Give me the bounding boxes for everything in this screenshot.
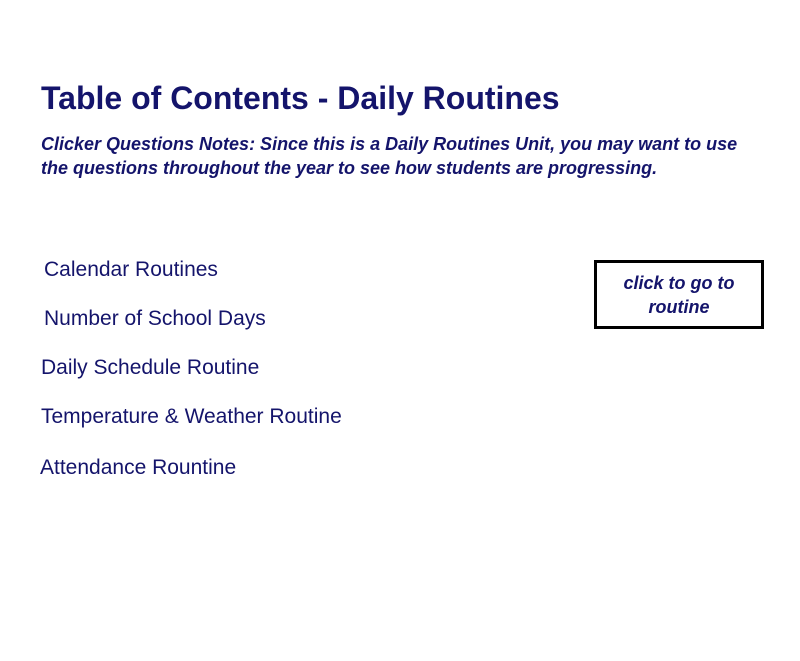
link-temperature-weather-routine[interactable]: Temperature & Weather Routine xyxy=(41,405,342,428)
instruction-box xyxy=(594,260,764,329)
link-calendar-routines[interactable]: Calendar Routines xyxy=(44,258,218,281)
link-number-of-school-days[interactable]: Number of School Days xyxy=(44,307,266,330)
clicker-notes: Clicker Questions Notes: Since this is a Daily Routines Unit, you may want to use the questions throughout the year to see how students are progressing. xyxy=(41,134,738,178)
link-daily-schedule-routine[interactable]: Daily Schedule Routine xyxy=(41,356,260,379)
instruction-text: click to go to routine xyxy=(623,272,735,317)
link-attendance-routine[interactable]: Attendance Rountine xyxy=(40,456,237,479)
page-title: Table of Contents - Daily Routines xyxy=(41,80,560,116)
